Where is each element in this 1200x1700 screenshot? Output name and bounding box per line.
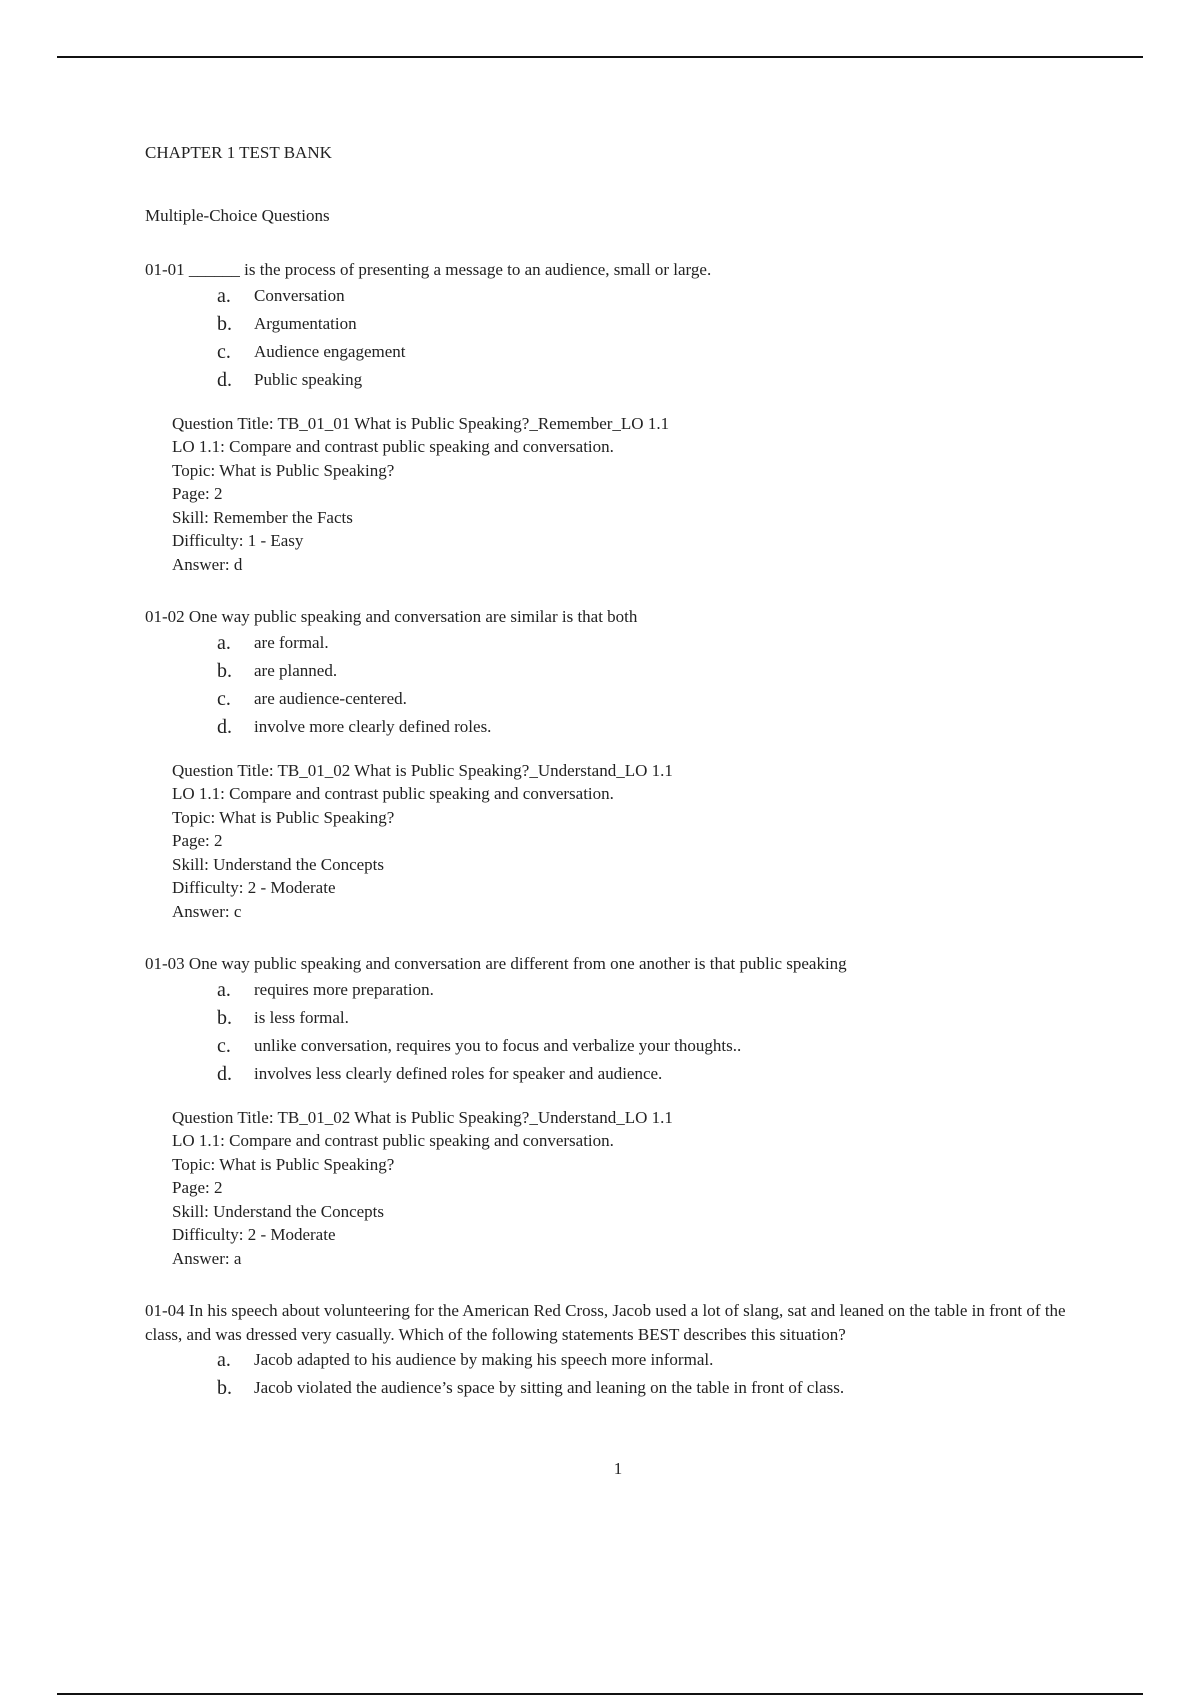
option-list <box>145 629 1085 741</box>
meta-page: Page: 2 <box>172 1178 223 1197</box>
question-stem: 01-02 One way public speaking and conversation are similar is that both <box>145 607 638 626</box>
option-list <box>145 282 1085 394</box>
meta-question-title: Question Title: TB_01_02 What is Public Speaking?_Understand_LO 1.1 <box>172 1107 673 1127</box>
option-b <box>145 1374 1085 1402</box>
option-b <box>145 657 1085 685</box>
meta-difficulty: Difficulty: 2 - Moderate <box>172 878 336 897</box>
option-text: is less formal. <box>254 1007 349 1027</box>
option-text: are formal. <box>254 632 329 652</box>
option-c <box>145 338 1085 366</box>
meta-answer: Answer: a <box>172 1248 242 1268</box>
meta-page: Page: 2 <box>172 831 223 850</box>
option-letter: b. <box>217 1377 232 1399</box>
option-text: Jacob adapted to his audience by making his speech more informal. <box>254 1350 714 1369</box>
option-letter: a. <box>217 1349 231 1371</box>
option-letter: b. <box>217 659 232 682</box>
meta-skill: Skill: Understand the Concepts <box>172 854 385 874</box>
question-stem: 01-04 In his speech about volunteering for the American Red Cross, Jacob used a lot of slang, sat and leaned on the table in front of the class, and was dressed very casually. Which of the following statements BEST describes this situation? <box>145 1301 1066 1344</box>
meta-learning-objective: LO 1.1: Compare and contrast public speaking and conversation. <box>172 1131 614 1150</box>
option-text: Public speaking <box>254 369 363 389</box>
option-d <box>145 713 1085 741</box>
meta-learning-objective: LO 1.1: Compare and contrast public speaking and conversation. <box>172 784 614 803</box>
meta-question-title: Question Title: TB_01_02 What is Public Speaking?_Understand_LO 1.1 <box>172 760 673 780</box>
question-metadata <box>145 759 1085 924</box>
option-letter: c. <box>217 1034 231 1057</box>
option-b <box>145 310 1085 338</box>
question-01-01 <box>145 258 1085 576</box>
page-number: 1 <box>613 1459 623 1478</box>
option-list <box>145 976 1085 1088</box>
option-text: requires more preparation. <box>254 979 434 999</box>
option-letter: d. <box>217 368 232 391</box>
option-text: involves less clearly defined roles for speaker and audience. <box>254 1063 663 1083</box>
document-page <box>145 143 1085 1402</box>
option-letter: c. <box>217 687 231 710</box>
question-01-04 <box>145 1299 1085 1402</box>
option-d <box>145 1060 1085 1088</box>
option-text: involve more clearly defined roles. <box>254 716 492 736</box>
option-text: are audience-centered. <box>254 688 407 708</box>
option-letter: b. <box>217 1006 232 1029</box>
option-letter: a. <box>217 284 231 307</box>
meta-skill: Skill: Understand the Concepts <box>172 1201 385 1221</box>
meta-learning-objective: LO 1.1: Compare and contrast public speaking and conversation. <box>172 437 614 456</box>
option-text: Jacob violated the audience’s space by sitting and leaning on the table in front of class. <box>254 1378 845 1397</box>
section-heading: Multiple-Choice Questions <box>145 206 330 225</box>
option-text: are planned. <box>254 660 338 680</box>
meta-question-title: Question Title: TB_01_01 What is Public Speaking?_Remember_LO 1.1 <box>172 413 670 433</box>
meta-skill: Skill: Remember the Facts <box>172 507 353 527</box>
option-letter: a. <box>217 631 231 654</box>
option-text: Audience engagement <box>254 341 406 361</box>
question-metadata <box>145 1106 1085 1271</box>
question-metadata <box>145 412 1085 577</box>
option-list <box>145 1346 1085 1402</box>
meta-difficulty: Difficulty: 2 - Moderate <box>172 1225 336 1244</box>
question-01-02 <box>145 605 1085 923</box>
meta-answer: Answer: c <box>172 901 242 921</box>
option-d <box>145 366 1085 394</box>
meta-answer: Answer: d <box>172 554 243 574</box>
option-c <box>145 1032 1085 1060</box>
question-stem: 01-01 ______ is the process of presenting a message to an audience, small or large. <box>145 260 712 279</box>
document-title: CHAPTER 1 TEST BANK <box>145 143 332 162</box>
option-c <box>145 685 1085 713</box>
bottom-rule <box>57 1693 1143 1695</box>
question-stem: 01-03 One way public speaking and conversation are different from one another is that public speaking <box>145 954 847 973</box>
option-text: unlike conversation, requires you to focus and verbalize your thoughts.. <box>254 1035 742 1055</box>
option-letter: b. <box>217 312 232 335</box>
option-a <box>145 1346 1085 1374</box>
meta-topic: Topic: What is Public Speaking? <box>172 1154 395 1174</box>
option-letter: c. <box>217 340 231 363</box>
option-a <box>145 976 1085 1004</box>
question-01-03 <box>145 952 1085 1270</box>
option-text: Conversation <box>254 285 345 305</box>
option-a <box>145 629 1085 657</box>
meta-topic: Topic: What is Public Speaking? <box>172 460 395 480</box>
meta-page: Page: 2 <box>172 484 223 503</box>
option-letter: d. <box>217 715 232 738</box>
option-a <box>145 282 1085 310</box>
top-rule <box>57 56 1143 58</box>
meta-topic: Topic: What is Public Speaking? <box>172 807 395 827</box>
meta-difficulty: Difficulty: 1 - Easy <box>172 531 304 550</box>
option-letter: d. <box>217 1062 232 1085</box>
option-letter: a. <box>217 978 231 1001</box>
option-text: Argumentation <box>254 313 357 333</box>
option-b <box>145 1004 1085 1032</box>
